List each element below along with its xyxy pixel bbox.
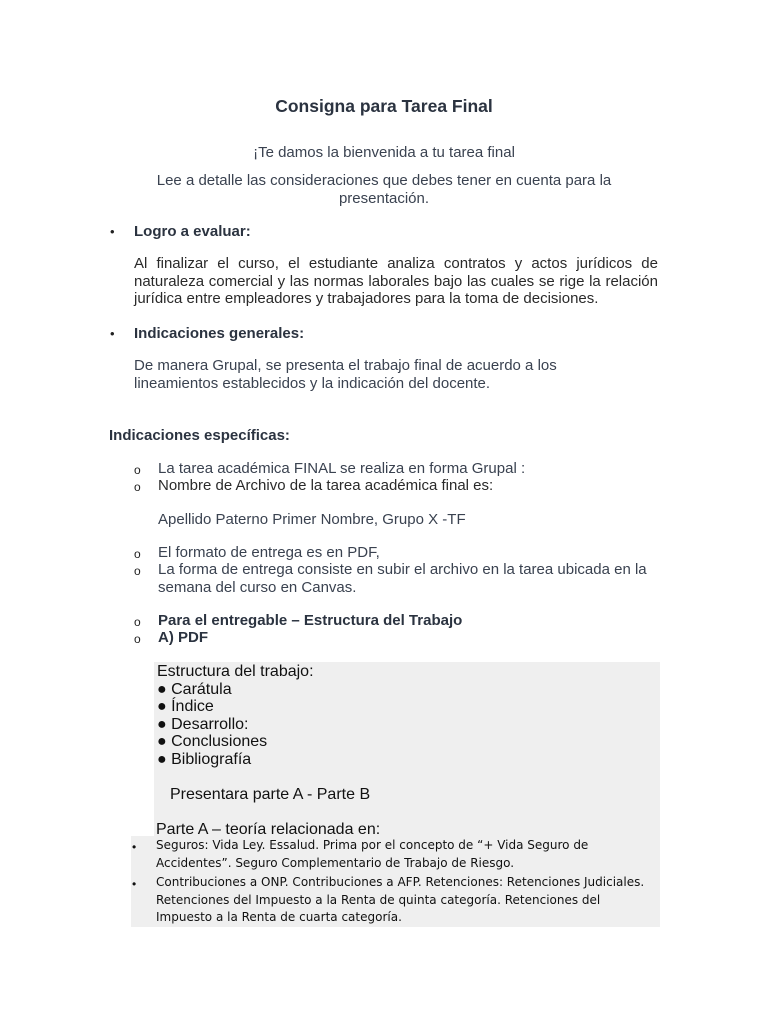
generales-heading: Indicaciones generales: — [134, 325, 305, 342]
especificas-item-1: La tarea académica FINAL se realiza en forma Grupal : — [158, 460, 526, 477]
estructura-item: ● Índice — [157, 698, 214, 715]
especificas-item-5: Para el entregable – Estructura del Trabajo — [158, 612, 463, 629]
especificas-item-4: La forma de entrega consiste en subir el archivo en la tarea ubicada en la semana del curso en Canvas. — [158, 561, 647, 596]
estructura-item: ● Bibliografía — [157, 751, 252, 768]
welcome-text: ¡Te damos la bienvenida a tu tarea final — [253, 144, 515, 161]
bullet-dot-icon: • — [132, 877, 137, 891]
estructura-item: ● Conclusiones — [157, 733, 268, 750]
especificas-heading: Indicaciones específicas: — [109, 427, 290, 444]
logro-text: Al finalizar el curso, el estudiante analiza contratos y actos jurídicos de naturaleza comercial y las normas laborales bajo las cuales se rige la relación jurídica entre empleadores y trabajadores para la toma de decisiones. — [134, 255, 658, 307]
circle-bullet-icon: o — [134, 547, 141, 561]
circle-bullet-icon: o — [134, 480, 141, 494]
circle-bullet-icon: o — [134, 615, 141, 629]
especificas-item-3: El formato de entrega es en PDF, — [158, 544, 380, 561]
circle-bullet-icon: o — [134, 632, 141, 646]
bullet-dot-icon: • — [110, 224, 115, 239]
estructura-title: Estructura del trabajo: — [157, 663, 314, 680]
estructura-item: ● Desarrollo: — [157, 716, 249, 733]
intro-text: Lee a detalle las consideraciones que debes tener en cuenta para la presentación. — [156, 172, 612, 207]
parte-a-bullet-2: Contribuciones a ONP. Contribuciones a AFP. Retenciones: Retenciones Judiciales. Retenciones del Impuesto a la Renta de quinta categoría. Retenciones del Impuesto a la Renta de cuarta categoría. — [156, 875, 645, 925]
especificas-item-6: A) PDF — [158, 629, 208, 646]
bullet-dot-icon: • — [132, 840, 137, 854]
generales-text: De manera Grupal, se presenta el trabajo final de acuerdo a los lineamientos establecidos y la indicación del docente. — [134, 357, 557, 392]
especificas-item-2: Nombre de Archivo de la tarea académica final es: — [158, 477, 494, 494]
circle-bullet-icon: o — [134, 564, 141, 578]
filename-text: Apellido Paterno Primer Nombre, Grupo X -TF — [158, 511, 466, 528]
bullet-dot-icon: • — [110, 326, 115, 341]
logro-heading: Logro a evaluar: — [134, 223, 251, 240]
parte-a-text: Parte A – teoría relacionada en: — [156, 821, 381, 838]
estructura-item: ● Carátula — [157, 681, 232, 698]
parte-a-bullet-1: Seguros: Vida Ley. Essalud. Prima por el concepto de “+ Vida Seguro de Accidentes”. Seguro Complementario de Trabajo de Riesgo. — [156, 838, 589, 870]
circle-bullet-icon: o — [134, 463, 141, 477]
document-title: Consigna para Tarea Final — [275, 96, 493, 116]
presentara-text: Presentara parte A - Parte B — [170, 786, 371, 803]
